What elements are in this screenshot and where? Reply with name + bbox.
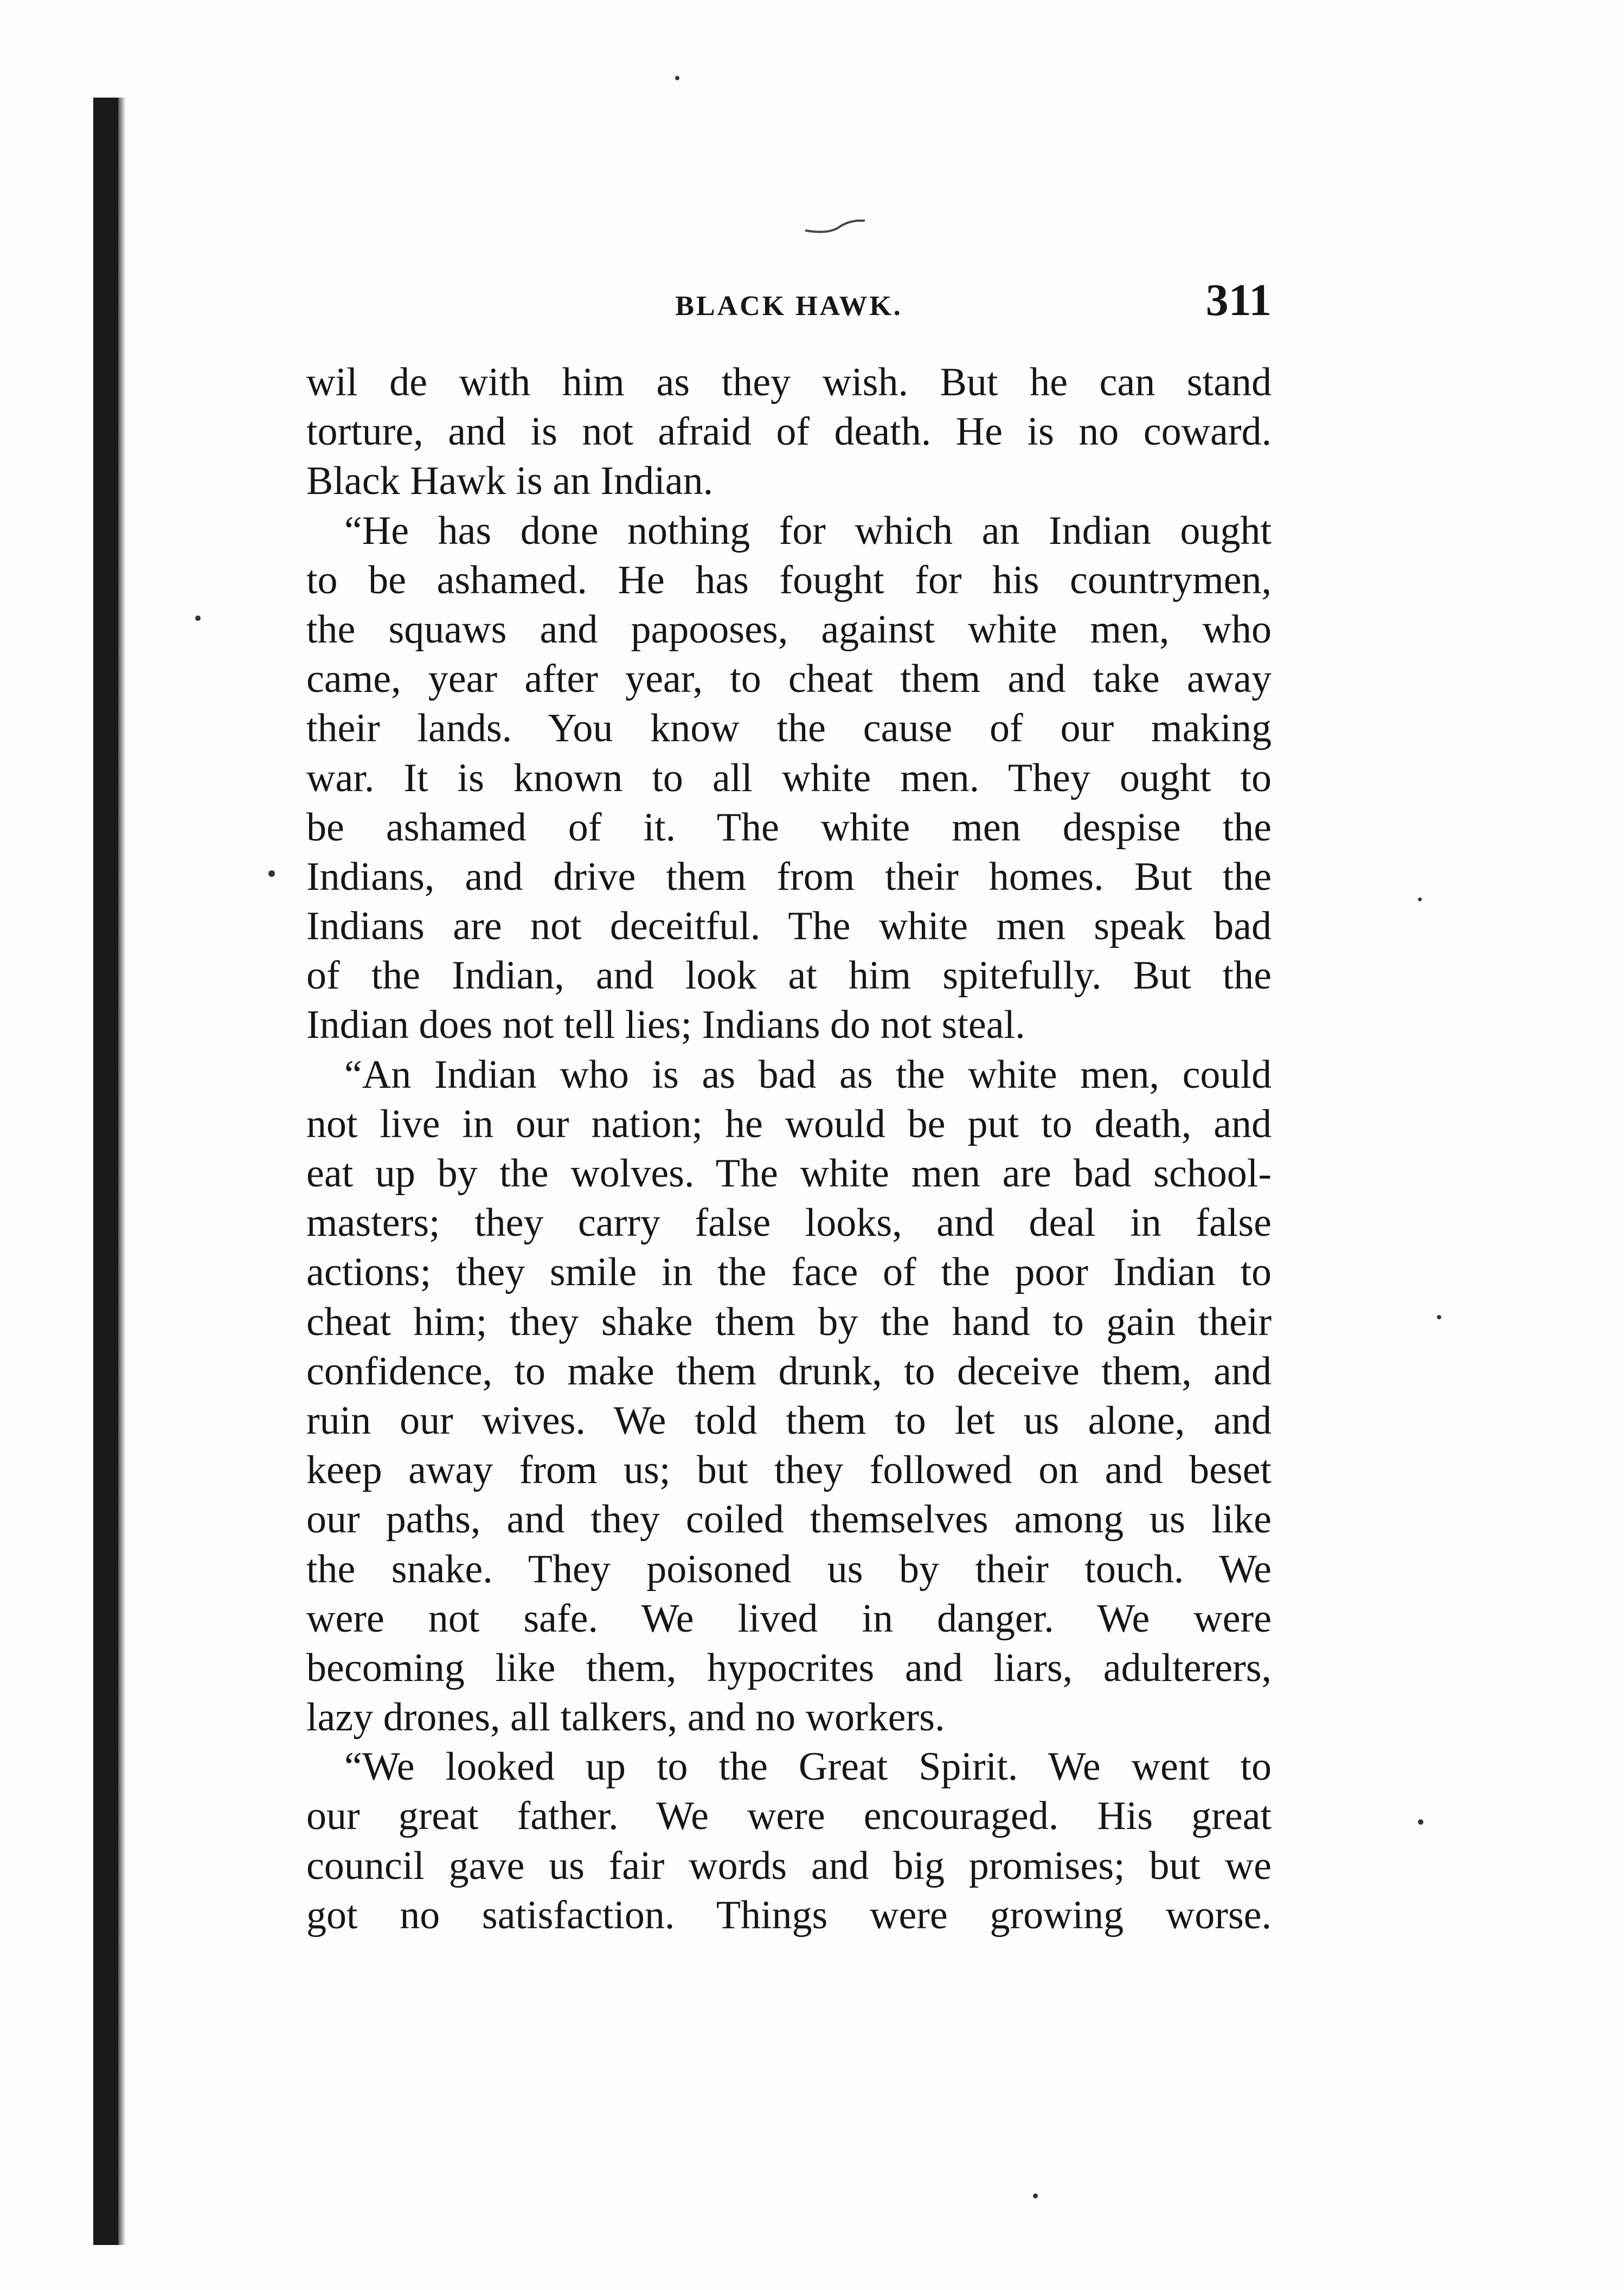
text-line: their lands. You know the cause of our making	[306, 706, 1272, 751]
text-line: be ashamed of it. The white men despise the	[306, 805, 1272, 850]
text-line: wil de with him as they wish. But he can stand	[306, 360, 1272, 405]
text-line: becoming like them, hypocrites and liars, adulterers,	[306, 1645, 1272, 1690]
text-line: Indian does not tell lies; Indians do not steal.	[306, 1003, 1025, 1048]
text-line: lazy drones, all talkers, and no workers.	[306, 1695, 945, 1740]
text-line: our paths, and they coiled themselves among us like	[306, 1497, 1272, 1542]
text-line: “We looked up to the Great Spirit. We went to	[344, 1744, 1272, 1789]
ink-speck	[1437, 1315, 1441, 1319]
text-line: “He has done nothing for which an Indian ought	[344, 508, 1272, 553]
ink-speck	[195, 615, 201, 621]
text-line: were not safe. We lived in danger. We were	[306, 1596, 1272, 1641]
text-line: came, year after year, to cheat them and take away	[306, 657, 1272, 702]
text-line: torture, and is not afraid of death. He is no coward.	[306, 409, 1272, 454]
text-line: ruin our wives. We told them to let us alone, and	[306, 1398, 1272, 1443]
text-line: council gave us fair words and big promises; but we	[306, 1843, 1272, 1888]
text-line: actions; they smile in the face of the poor Indian to	[306, 1250, 1272, 1295]
ink-speck	[1418, 1819, 1423, 1825]
page-gutter-shadow	[93, 98, 121, 2245]
text-line: Black Hawk is an Indian.	[306, 459, 714, 504]
text-line: Indians, and drive them from their homes. But the	[306, 854, 1272, 899]
page-header	[306, 274, 1272, 333]
running-title: BLACK HAWK.	[675, 291, 903, 322]
gutter-edge	[118, 98, 126, 2245]
text-line: to be ashamed. He has fought for his countrymen,	[306, 557, 1272, 602]
stray-mark	[803, 214, 868, 236]
text-line: keep away from us; but they followed on and beset	[306, 1448, 1272, 1493]
text-line: got no satisfaction. Things were growing worse.	[306, 1893, 1272, 1938]
text-line: “An Indian who is as bad as the white men, could	[344, 1052, 1272, 1097]
ink-speck	[1418, 897, 1422, 901]
text-line: war. It is known to all white men. They ought to	[306, 755, 1272, 800]
text-line: the snake. They poisoned us by their touch. We	[306, 1547, 1272, 1592]
text-line: of the Indian, and look at him spitefully. But the	[306, 953, 1272, 998]
text-line: Indians are not deceitful. The white men speak bad	[306, 904, 1272, 949]
ink-speck	[1033, 2193, 1038, 2198]
text-line: our great father. We were encouraged. His great	[306, 1794, 1272, 1839]
ink-speck	[675, 76, 679, 80]
text-line: confidence, to make them drunk, to deceive them, and	[306, 1349, 1272, 1394]
text-line: eat up by the wolves. The white men are bad school-	[306, 1151, 1272, 1196]
ink-speck	[268, 870, 275, 877]
text-line: the squaws and papooses, against white men, who	[306, 607, 1272, 652]
text-line: cheat him; they shake them by the hand to gain their	[306, 1299, 1272, 1344]
text-line: masters; they carry false looks, and deal in false	[306, 1201, 1272, 1246]
page-number: 311	[1205, 275, 1272, 325]
text-line: not live in our nation; he would be put to death, and	[306, 1101, 1272, 1146]
body-text	[306, 358, 1272, 1940]
